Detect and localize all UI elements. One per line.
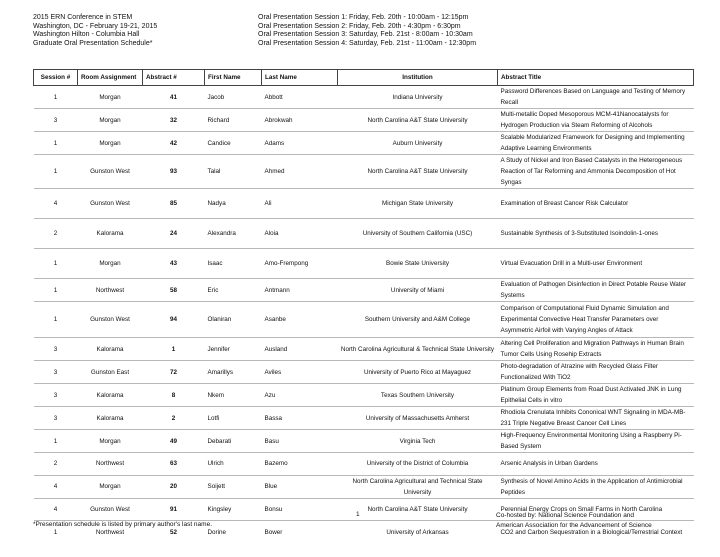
cell-abstract: 63	[143, 453, 205, 476]
table-row	[34, 189, 694, 219]
table-header-row	[34, 70, 694, 86]
cell-session: 4	[34, 475, 78, 498]
cell-session: 1	[34, 279, 78, 302]
cell-institution: University of Miami	[338, 279, 498, 302]
cell-session: 3	[34, 109, 78, 132]
cell-abstract-title: Platinum Group Elements from Road Dust Activated JNK in Lung Epithelial Cells in vitro	[498, 384, 694, 407]
cell-first-name: Candice	[205, 132, 262, 155]
cell-session: 1	[34, 155, 78, 189]
cell-session: 3	[34, 384, 78, 407]
cell-abstract-title: Virtual Evacuation Drill in a Multi-user Environment	[498, 249, 694, 279]
table-row	[34, 279, 694, 302]
cell-abstract-title: Synthesis of Novel Amino Acids in the Application of Antimicrobial Peptides	[498, 475, 694, 498]
cell-abstract: 72	[143, 361, 205, 384]
cell-abstract-title: Password Differences Based on Language and Testing of Memory Recall	[498, 86, 694, 109]
session-4-time: Oral Presentation Session 4: Saturday, Feb. 21st - 11:00am - 12:30pm	[258, 40, 477, 48]
cell-abstract: 52	[143, 521, 205, 544]
table-row	[34, 338, 694, 361]
cell-session: 4	[34, 189, 78, 219]
cell-room: Gunston West	[78, 189, 143, 219]
cell-institution: University of the District of Columbia	[338, 453, 498, 476]
cell-abstract: 20	[143, 475, 205, 498]
table-row	[34, 407, 694, 430]
cell-session: 1	[34, 86, 78, 109]
table-row	[34, 384, 694, 407]
cell-room: Gunston East	[78, 361, 143, 384]
cell-abstract-title: Comparison of Computational Fluid Dynamic Simulation and Experimental Convective Heat Transfer Parameters over Asymmetric Airfoil with Varying Angles of Attack	[498, 302, 694, 338]
cell-institution: University of Southern California (USC)	[338, 219, 498, 249]
conference-dates: Washington, DC - February 19-21, 2015	[33, 22, 158, 30]
session-times	[258, 14, 558, 49]
cell-last-name: Ahmed	[262, 155, 338, 189]
cell-room: Gunston West	[78, 498, 143, 521]
cell-abstract-title: CO2 and Carbon Sequestration in a Biological/Terrestrial Context	[498, 521, 694, 544]
cell-last-name: Ausland	[262, 338, 338, 361]
table-row	[34, 219, 694, 249]
cell-abstract-title: Arsenic Analysis in Urban Gardens	[498, 453, 694, 476]
cell-session: 1	[34, 521, 78, 544]
cell-first-name: Soijett	[205, 475, 262, 498]
cell-last-name: Bassa	[262, 407, 338, 430]
cell-abstract: 24	[143, 219, 205, 249]
cell-abstract: 8	[143, 384, 205, 407]
cell-first-name: Amarillys	[205, 361, 262, 384]
cell-session: 2	[34, 453, 78, 476]
cell-abstract: 58	[143, 279, 205, 302]
cell-last-name: Antmann	[262, 279, 338, 302]
cell-session: 3	[34, 338, 78, 361]
cell-session: 1	[34, 132, 78, 155]
table-row	[34, 430, 694, 453]
cell-institution: University of Massachusetts Amherst	[338, 407, 498, 430]
table-row	[34, 109, 694, 132]
cell-institution: North Carolina Agricultural & Technical State University	[338, 338, 498, 361]
cell-abstract: 42	[143, 132, 205, 155]
cell-first-name: Dorine	[205, 521, 262, 544]
cohost-note	[496, 511, 652, 531]
cell-room: Kalorama	[78, 219, 143, 249]
footnote: *Presentation schedule is listed by primary author's last name.	[33, 521, 212, 528]
cell-first-name: Talal	[205, 155, 262, 189]
cell-first-name: Isaac	[205, 249, 262, 279]
cell-abstract-title: Rhodiola Crenulata Inhibits Cononical WNT Signaling in MDA-MB-231 Triple Negative Breast Cancer Cell Lines	[498, 407, 694, 430]
cell-first-name: Lotfi	[205, 407, 262, 430]
cell-room: Morgan	[78, 132, 143, 155]
col-first-name: First Name	[205, 70, 262, 86]
col-institution: Institution	[338, 70, 498, 86]
table-row	[34, 453, 694, 476]
session-3-time: Oral Presentation Session 3: Saturday, Feb. 21st - 8:00am - 10:30am	[258, 31, 473, 39]
cell-institution: Bowie State University	[338, 249, 498, 279]
cell-abstract-title: Sustainable Synthesis of 3-Substituted Isoindolin-1-ones	[498, 219, 694, 249]
cell-last-name: Bower	[262, 521, 338, 544]
table-row	[34, 302, 694, 338]
cell-institution: Texas Southern University	[338, 384, 498, 407]
cell-abstract: 43	[143, 249, 205, 279]
col-abstract-title: Abstract Title	[498, 70, 694, 86]
cell-institution: North Carolina A&T State University	[338, 498, 498, 521]
cell-abstract: 94	[143, 302, 205, 338]
cell-abstract-title: High-Frequency Environmental Monitoring Using a Raspberry Pi-Based System	[498, 430, 694, 453]
col-last-name: Last Name	[262, 70, 338, 86]
cell-abstract-title: Scalable Modularized Framework for Designing and Implementing Adaptive Learning Environments	[498, 132, 694, 155]
cell-room: Morgan	[78, 86, 143, 109]
conference-venue: Washington Hilton - Columbia Hall	[33, 31, 140, 39]
cell-abstract: 1	[143, 338, 205, 361]
cell-abstract: 2	[143, 407, 205, 430]
cell-room: Kalorama	[78, 338, 143, 361]
cell-institution: Virginia Tech	[338, 430, 498, 453]
conference-info	[33, 14, 253, 49]
cell-institution: North Carolina A&T State University	[338, 155, 498, 189]
conference-title: 2015 ERN Conference in STEM	[33, 14, 133, 21]
table-row	[34, 475, 694, 498]
table-row	[34, 361, 694, 384]
cell-last-name: Ali	[262, 189, 338, 219]
table-body	[34, 86, 694, 544]
cell-institution: North Carolina Agricultural and Technical State University	[338, 475, 498, 498]
schedule-table	[33, 69, 694, 543]
cell-institution: University of Puerto Rico at Mayaguez	[338, 361, 498, 384]
cell-last-name: Abrokwah	[262, 109, 338, 132]
cell-last-name: Bazemo	[262, 453, 338, 476]
cell-last-name: Amo-Frempong	[262, 249, 338, 279]
cell-abstract-title: A Study of Nickel and Iron Based Catalysts in the Heterogeneous Reaction of Tar Reforming and Ammonia Decomposition of Hot Syngas	[498, 155, 694, 189]
cell-room: Northwest	[78, 521, 143, 544]
cell-last-name: Basu	[262, 430, 338, 453]
cell-first-name: Alexandra	[205, 219, 262, 249]
cohost-line-1: Co-hosted by: National Science Foundation and	[496, 512, 635, 519]
cell-institution: Indiana University	[338, 86, 498, 109]
cell-first-name: Jacob	[205, 86, 262, 109]
cell-abstract-title: Altering Cell Proliferation and Migration Pathways in Human Brain Tumor Cells Using Rosehip Extracts	[498, 338, 694, 361]
cell-first-name: Debarati	[205, 430, 262, 453]
cell-room: Kalorama	[78, 384, 143, 407]
cell-last-name: Bonsu	[262, 498, 338, 521]
cell-first-name: Olaniran	[205, 302, 262, 338]
cell-session: 1	[34, 302, 78, 338]
cell-first-name: Nkem	[205, 384, 262, 407]
cell-first-name: Jennifer	[205, 338, 262, 361]
cell-room: Gunston West	[78, 302, 143, 338]
cell-last-name: Blue	[262, 475, 338, 498]
cell-first-name: Eric	[205, 279, 262, 302]
cell-first-name: Nadya	[205, 189, 262, 219]
session-1-time: Oral Presentation Session 1: Friday, Feb. 20th - 10:00am - 12:15pm	[258, 14, 469, 21]
cohost-line-2: American Association for the Advancement of Science	[496, 522, 652, 529]
cell-last-name: Adams	[262, 132, 338, 155]
cell-room: Northwest	[78, 453, 143, 476]
cell-first-name: Richard	[205, 109, 262, 132]
cell-abstract: 41	[143, 86, 205, 109]
cell-first-name: Kingsley	[205, 498, 262, 521]
cell-abstract-title: Photo-degradation of Atrazine with Recycled Glass Filter Functionalized With TiO2	[498, 361, 694, 384]
cell-room: Northwest	[78, 279, 143, 302]
cell-abstract-title: Evaluation of Pathogen Disinfection in Direct Potable Reuse Water Systems	[498, 279, 694, 302]
cell-session: 2	[34, 219, 78, 249]
cell-abstract: 49	[143, 430, 205, 453]
cell-institution: Auburn University	[338, 132, 498, 155]
schedule-title: Graduate Oral Presentation Schedule*	[33, 40, 153, 48]
cell-room: Morgan	[78, 109, 143, 132]
table-row	[34, 249, 694, 279]
cell-abstract-title: Multi-metallic Doped Mesoporous MCM-41Nanocatalysts for Hydrogen Production via Steam Reforming of Alcohols	[498, 109, 694, 132]
cell-abstract-title: Perennial Energy Crops on Small Farms in North Carolina	[498, 498, 694, 521]
cell-abstract: 91	[143, 498, 205, 521]
cell-last-name: Abbott	[262, 86, 338, 109]
cell-session: 4	[34, 498, 78, 521]
col-session: Session #	[34, 70, 78, 86]
cell-room: Morgan	[78, 249, 143, 279]
cell-institution: North Carolina A&T State University	[338, 109, 498, 132]
cell-abstract: 32	[143, 109, 205, 132]
cell-room: Gunston West	[78, 155, 143, 189]
table-row	[34, 155, 694, 189]
cell-session: 1	[34, 430, 78, 453]
cell-room: Morgan	[78, 430, 143, 453]
table-row	[34, 86, 694, 109]
cell-last-name: Azu	[262, 384, 338, 407]
cell-abstract: 85	[143, 189, 205, 219]
cell-session: 3	[34, 407, 78, 430]
table-row	[34, 132, 694, 155]
col-abstract: Abstract #	[143, 70, 205, 86]
cell-session: 3	[34, 361, 78, 384]
cell-session: 1	[34, 249, 78, 279]
cell-last-name: Asanbe	[262, 302, 338, 338]
cell-room: Kalorama	[78, 407, 143, 430]
cell-institution: University of Arkansas	[338, 521, 498, 544]
cell-last-name: Aviles	[262, 361, 338, 384]
cell-institution: Southern University and A&M College	[338, 302, 498, 338]
cell-abstract: 93	[143, 155, 205, 189]
col-room: Room Assignment	[78, 70, 143, 86]
cell-last-name: Aloia	[262, 219, 338, 249]
cell-room: Morgan	[78, 475, 143, 498]
cell-institution: Michigan State University	[338, 189, 498, 219]
page-number: 1	[356, 511, 360, 518]
session-2-time: Oral Presentation Session 2: Friday, Feb. 20th - 4:30pm - 6:30pm	[258, 22, 461, 30]
cell-first-name: Ulrich	[205, 453, 262, 476]
cell-abstract-title: Examination of Breast Cancer Risk Calculator	[498, 189, 694, 219]
